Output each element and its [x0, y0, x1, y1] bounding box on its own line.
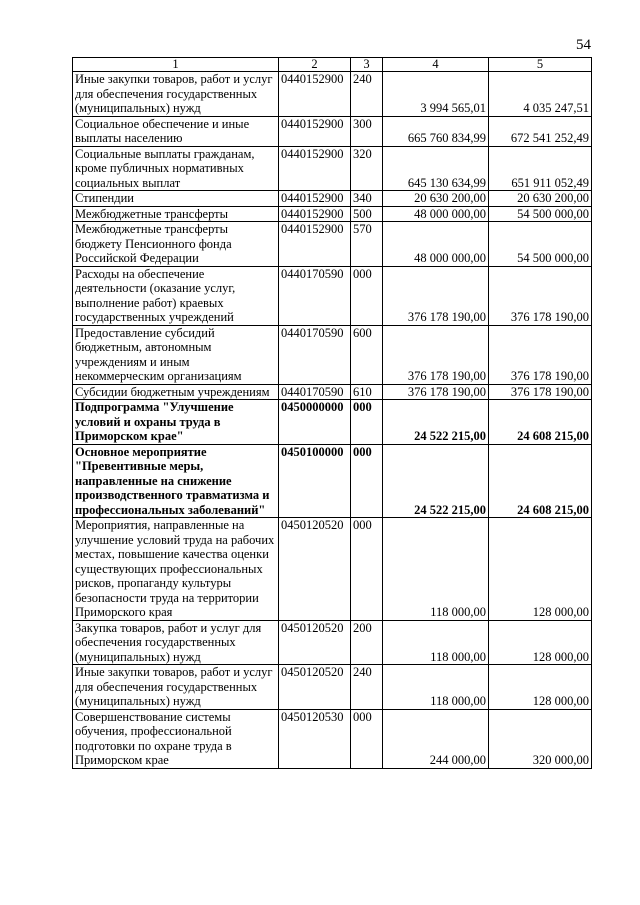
row-name-cell: Закупка товаров, работ и услуг для обеспечения государственных (муниципальных) нужд [73, 620, 279, 665]
row-value-2-cell: 24 608 215,00 [489, 444, 592, 518]
row-value-2-cell: 651 911 052,49 [489, 146, 592, 191]
row-type-cell: 240 [351, 72, 383, 117]
row-value-2-cell: 4 035 247,51 [489, 72, 592, 117]
row-value-2-cell: 320 000,00 [489, 709, 592, 768]
row-value-2-cell: 54 500 000,00 [489, 222, 592, 267]
row-value-1-cell: 118 000,00 [383, 665, 489, 710]
row-name-cell: Иные закупки товаров, работ и услуг для обеспечения государственных (муниципальных) нужд [73, 665, 279, 710]
row-value-1-cell: 118 000,00 [383, 518, 489, 621]
row-value-2-cell: 376 178 190,00 [489, 384, 592, 400]
row-type-cell: 340 [351, 191, 383, 207]
row-name-cell: Социальное обеспечение и иные выплаты населению [73, 116, 279, 146]
row-code-cell: 0440152900 [279, 206, 351, 222]
row-value-1-cell: 48 000 000,00 [383, 206, 489, 222]
table-row [73, 116, 592, 146]
table-row [73, 206, 592, 222]
row-value-2-cell: 128 000,00 [489, 665, 592, 710]
row-value-2-cell: 20 630 200,00 [489, 191, 592, 207]
table-row [73, 325, 592, 384]
row-code-cell: 0450120520 [279, 620, 351, 665]
row-value-2-cell: 24 608 215,00 [489, 400, 592, 445]
header-cell-1: 1 [73, 58, 279, 72]
row-type-cell: 000 [351, 266, 383, 325]
row-type-cell: 320 [351, 146, 383, 191]
row-name-cell: Социальные выплаты гражданам, кроме публичных нормативных социальных выплат [73, 146, 279, 191]
table-row [73, 444, 592, 518]
row-type-cell: 000 [351, 518, 383, 621]
row-code-cell: 0450120530 [279, 709, 351, 768]
row-name-cell: Мероприятия, направленные на улучшение условий труда на рабочих местах, повышение качества оценки существующих профессиональных рисков, пропаганду культуры безопасности труда на территории Приморского края [73, 518, 279, 621]
row-type-cell: 500 [351, 206, 383, 222]
header-cell-3: 3 [351, 58, 383, 72]
table-row [73, 709, 592, 768]
row-code-cell: 0440152900 [279, 146, 351, 191]
row-value-1-cell: 376 178 190,00 [383, 266, 489, 325]
table-row [73, 400, 592, 445]
row-name-cell: Основное мероприятие "Превентивные меры, направленные на снижение производственного травматизма и профессиональных заболеваний" [73, 444, 279, 518]
row-type-cell: 610 [351, 384, 383, 400]
row-value-1-cell: 48 000 000,00 [383, 222, 489, 267]
row-value-1-cell: 24 522 215,00 [383, 444, 489, 518]
row-name-cell: Подпрограмма "Улучшение условий и охраны труда в Приморском крае" [73, 400, 279, 445]
row-value-1-cell: 24 522 215,00 [383, 400, 489, 445]
row-value-2-cell: 376 178 190,00 [489, 325, 592, 384]
row-code-cell: 0440170590 [279, 266, 351, 325]
table-row [73, 146, 592, 191]
row-name-cell: Предоставление субсидий бюджетным, автономным учреждениям и иным некоммерческим организациям [73, 325, 279, 384]
row-type-cell: 000 [351, 400, 383, 445]
row-code-cell: 0450120520 [279, 518, 351, 621]
row-value-1-cell: 3 994 565,01 [383, 72, 489, 117]
row-value-1-cell: 645 130 634,99 [383, 146, 489, 191]
row-code-cell: 0440152900 [279, 222, 351, 267]
row-name-cell: Расходы на обеспечение деятельности (оказание услуг, выполнение работ) краевых государственных учреждений [73, 266, 279, 325]
row-code-cell: 0450100000 [279, 444, 351, 518]
table-row [73, 222, 592, 267]
table-row [73, 518, 592, 621]
row-value-2-cell: 54 500 000,00 [489, 206, 592, 222]
row-name-cell: Межбюджетные трансферты бюджету Пенсионного фонда Российской Федерации [73, 222, 279, 267]
row-name-cell: Совершенствование системы обучения, профессиональной подготовки по охране труда в Приморском крае [73, 709, 279, 768]
table-row [73, 191, 592, 207]
row-code-cell: 0440170590 [279, 384, 351, 400]
page-number: 54 [576, 37, 591, 53]
row-value-1-cell: 376 178 190,00 [383, 325, 489, 384]
row-name-cell: Иные закупки товаров, работ и услуг для обеспечения государственных (муниципальных) нужд [73, 72, 279, 117]
row-type-cell: 600 [351, 325, 383, 384]
row-code-cell: 0440170590 [279, 325, 351, 384]
budget-table [72, 57, 592, 769]
table-row [73, 384, 592, 400]
table-row [73, 266, 592, 325]
table-row [73, 620, 592, 665]
row-value-2-cell: 376 178 190,00 [489, 266, 592, 325]
row-value-2-cell: 128 000,00 [489, 620, 592, 665]
row-type-cell: 300 [351, 116, 383, 146]
header-row [73, 58, 592, 72]
row-type-cell: 000 [351, 709, 383, 768]
row-type-cell: 240 [351, 665, 383, 710]
header-cell-4: 4 [383, 58, 489, 72]
row-name-cell: Субсидии бюджетным учреждениям [73, 384, 279, 400]
header-cell-5: 5 [489, 58, 592, 72]
row-code-cell: 0440152900 [279, 72, 351, 117]
table-row [73, 72, 592, 117]
row-type-cell: 200 [351, 620, 383, 665]
row-code-cell: 0440152900 [279, 116, 351, 146]
row-name-cell: Межбюджетные трансферты [73, 206, 279, 222]
row-value-2-cell: 672 541 252,49 [489, 116, 592, 146]
row-code-cell: 0450000000 [279, 400, 351, 445]
row-value-1-cell: 665 760 834,99 [383, 116, 489, 146]
row-name-cell: Стипендии [73, 191, 279, 207]
header-cell-2: 2 [279, 58, 351, 72]
row-value-1-cell: 376 178 190,00 [383, 384, 489, 400]
row-type-cell: 000 [351, 444, 383, 518]
row-code-cell: 0440152900 [279, 191, 351, 207]
row-value-1-cell: 244 000,00 [383, 709, 489, 768]
table-row [73, 665, 592, 710]
row-code-cell: 0450120520 [279, 665, 351, 710]
row-type-cell: 570 [351, 222, 383, 267]
row-value-2-cell: 128 000,00 [489, 518, 592, 621]
row-value-1-cell: 20 630 200,00 [383, 191, 489, 207]
row-value-1-cell: 118 000,00 [383, 620, 489, 665]
